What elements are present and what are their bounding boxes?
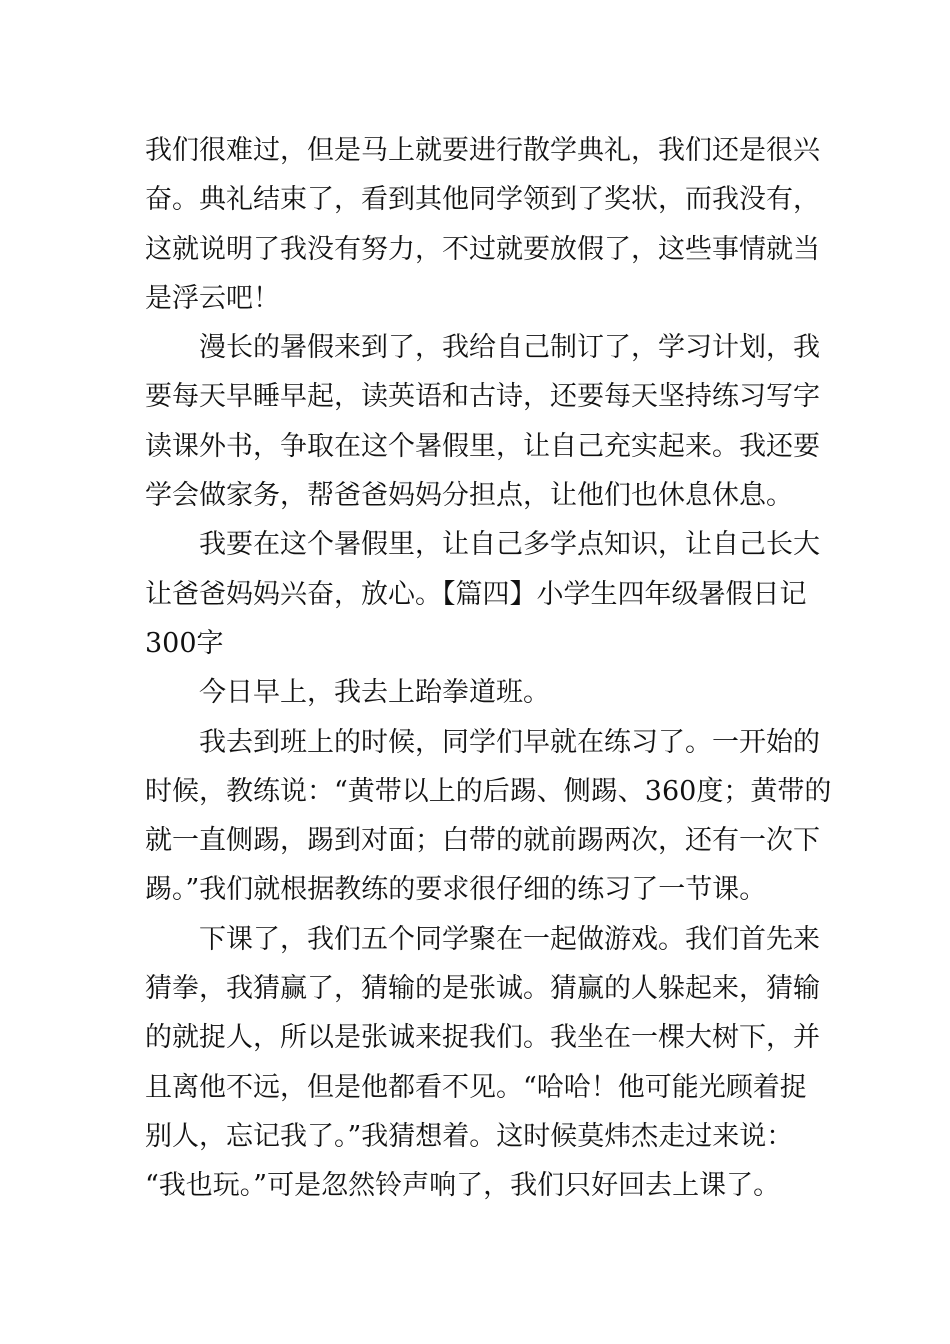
text-line: 今日早上，我去上跆拳道班。: [199, 677, 550, 709]
document-body: [145, 126, 832, 1211]
text-line: 踢。”我们就根据教练的要求很仔细的练习了一节课。: [145, 874, 767, 906]
text-line: 是浮云吧！: [145, 282, 280, 314]
text-line: 让爸爸妈妈兴奋，放心。【篇四】小学生四年级暑假日记: [145, 578, 807, 610]
text-line: 我们很难过，但是马上就要进行散学典礼，我们还是很兴: [145, 135, 820, 166]
text-line: 漫长的暑假来到了，我给自己制订了，学习计划，我: [199, 332, 820, 364]
text-line: 且离他不远，但是他都看不见。“哈哈！他可能光顾着捉: [145, 1071, 807, 1103]
text-line: 就一直侧踢，踢到对面；白带的就前踢两次，还有一次下: [145, 825, 820, 857]
text-line: 我去到班上的时候，同学们早就在练习了。一开始的: [199, 726, 820, 758]
text-line: 奋。典礼结束了，看到其他同学领到了奖状，而我没有，: [145, 184, 820, 216]
text-line: 下课了，我们五个同学聚在一起做游戏。我们首先来: [199, 923, 820, 955]
text-line: 猜拳，我猜赢了，猜输的是张诚。猜赢的人躲起来，猜输: [145, 973, 820, 1005]
text-line: 要每天早睡早起，读英语和古诗，还要每天坚持练习写字: [145, 381, 820, 413]
text-line: 300字: [145, 627, 224, 659]
text-line: 读课外书，争取在这个暑假里，让自己充实起来。我还要: [145, 430, 820, 462]
text-line: 的就捉人，所以是张诚来捉我们。我坐在一棵大树下，并: [145, 1022, 820, 1054]
text-line: 学会做家务，帮爸爸妈妈分担点，让他们也休息休息。: [145, 480, 793, 512]
text-line: 别人，忘记我了。”我猜想着。这时候莫炜杰走过来说：: [145, 1120, 794, 1152]
text-line: 我要在这个暑假里，让自己多学点知识，让自己长大: [199, 529, 820, 561]
text-line: “我也玩。”可是忽然铃声响了，我们只好回去上课了。: [145, 1170, 781, 1202]
text-line: 时候，教练说：“黄带以上的后踢、侧踢、360度；黄带的: [145, 775, 832, 807]
text-line: 这就说明了我没有努力，不过就要放假了，这些事情就当: [145, 233, 820, 265]
